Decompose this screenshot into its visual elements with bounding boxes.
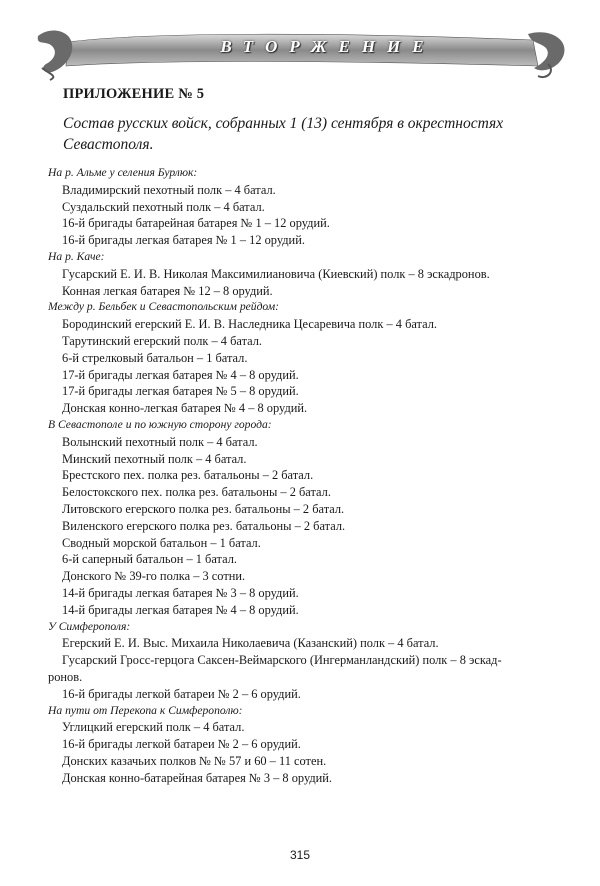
- unit-entry: Конная легкая батарея № 12 – 8 орудий.: [62, 283, 273, 298]
- location-section: [48, 619, 553, 703]
- location-section: [48, 165, 553, 249]
- unit-entry: Владимирский пехотный полк – 4 батал.: [62, 182, 276, 197]
- unit-entry: Волынский пехотный полк – 4 батал.: [62, 434, 258, 449]
- location-heading: На пути от Перекопа к Симферополю:: [48, 703, 243, 717]
- location-section: [48, 249, 553, 299]
- unit-entry: 17-й бригады легкая батарея № 4 – 8 орудий.: [62, 367, 299, 382]
- unit-entry: Донская конно-легкая батарея № 4 – 8 орудий.: [62, 401, 308, 416]
- unit-entry: Донская конно-батарейная батарея № 3 – 8 орудий.: [62, 770, 333, 785]
- unit-entry: Бородинский егерский Е. И. В. Наследника Цесаревича полк – 4 батал.: [62, 317, 438, 332]
- unit-entry: Минский пехотный полк – 4 батал.: [62, 451, 247, 466]
- unit-entry: Донских казачьих полков № № 57 и 60 – 11 сотен.: [62, 753, 327, 768]
- unit-entry: 14-й бригады легкая батарея № 4 – 8 орудий.: [62, 602, 299, 617]
- location-heading: В Севастополе и по южную сторону города:: [48, 417, 272, 431]
- section-header-banner: [28, 24, 573, 82]
- location-heading: На р. Альме у селения Бурлюк:: [48, 166, 198, 179]
- unit-entry: 16-й бригады легкой батареи № 2 – 6 орудий.: [62, 737, 301, 752]
- unit-entry: Гусарский Е. И. В. Николая Максимилиановича (Киевский) полк – 8 эскадронов.: [62, 266, 490, 281]
- location-section: [48, 299, 553, 417]
- troop-list: [48, 165, 553, 786]
- unit-entry: Брестского пех. полка рез. батальоны – 2 батал.: [62, 468, 314, 483]
- unit-entry: 14-й бригады легкая батарея № 3 – 8 орудий.: [62, 585, 299, 600]
- unit-entry-continuation: ронов.: [48, 669, 83, 684]
- unit-entry: Донского № 39-го полка – 3 сотни.: [62, 569, 246, 584]
- location-heading: На р. Каче:: [48, 249, 105, 263]
- appendix-title: ПРИЛОЖЕНИЕ № 5: [63, 86, 205, 102]
- section-title: ВТОРЖЕНИЕ: [220, 37, 436, 56]
- unit-entry: 16-й бригады легкая батарея № 1 – 12 орудий.: [62, 233, 305, 248]
- unit-entry: 6-й саперный батальон – 1 батал.: [62, 552, 237, 567]
- unit-entry: Литовского егерского полка рез. батальоны – 2 батал.: [62, 501, 345, 516]
- unit-entry: Егерский Е. И. Выс. Михаила Николаевича (Казанский) полк – 4 батал.: [62, 636, 439, 651]
- page-number: 315: [289, 848, 311, 862]
- appendix-subtitle: Состав русских войск, собранных 1 (13) сентября в окрестностях Севастополя.: [63, 115, 504, 153]
- unit-entry: 16-й бригады легкой батареи № 2 – 6 орудий.: [62, 686, 301, 701]
- unit-entry: Суздальский пехотный полк – 4 батал.: [62, 199, 265, 214]
- location-section: [48, 703, 553, 787]
- unit-entry: Белостокского пех. полка рез. батальоны – 2 батал.: [62, 485, 331, 500]
- unit-entry: Гусарский Гросс-герцога Саксен-Веймарского (Ингерманландский) полк – 8 эскад-: [62, 653, 502, 668]
- unit-entry: 16-й бригады батарейная батарея № 1 – 12 орудий.: [62, 216, 330, 231]
- unit-entry: Углицкий егерский полк – 4 батал.: [62, 720, 245, 735]
- location-section: [48, 417, 553, 619]
- location-heading: Между р. Бельбек и Севастопольским рейдом:: [48, 300, 280, 314]
- location-heading: У Симферополя:: [48, 619, 131, 633]
- unit-entry: 17-й бригады легкая батарея № 5 – 8 орудий.: [62, 384, 299, 399]
- unit-entry: 6-й стрелковый батальон – 1 батал.: [62, 350, 248, 365]
- unit-entry: Сводный морской батальон – 1 батал.: [62, 535, 261, 550]
- unit-entry: Тарутинский егерский полк – 4 батал.: [62, 333, 263, 348]
- unit-entry: Виленского егерского полка рез. батальоны – 2 батал.: [62, 518, 346, 533]
